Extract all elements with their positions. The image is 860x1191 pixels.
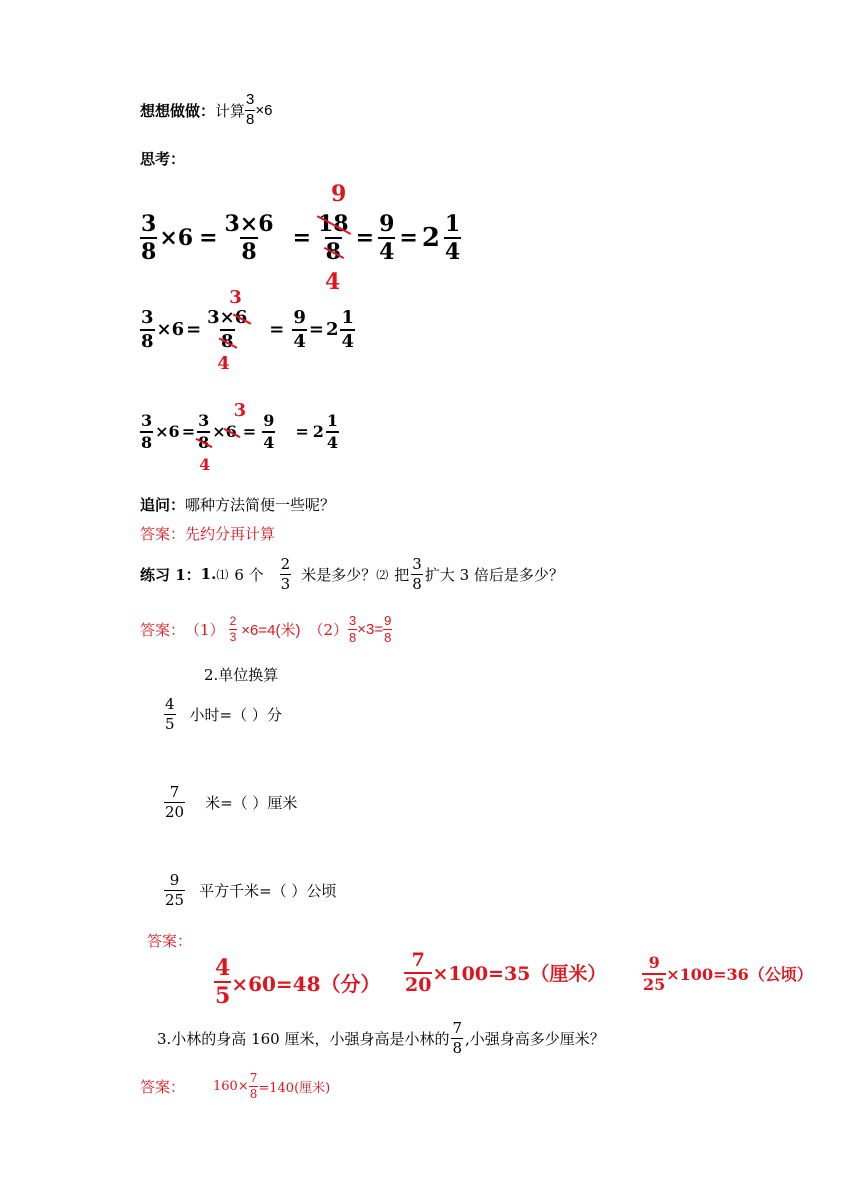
math-text: = [399, 225, 418, 252]
unit-q1 [164, 696, 282, 732]
math-text: ×6 [155, 422, 180, 442]
math-text: 1 [326, 411, 339, 430]
math-text: 3 [229, 287, 242, 308]
math-text: 3 [233, 400, 247, 422]
math-text: ×3= [357, 621, 384, 639]
fraction [317, 181, 350, 296]
fraction [383, 614, 392, 646]
think-do-line [140, 92, 272, 128]
fraction [224, 212, 275, 264]
math-text: 8 [198, 432, 210, 452]
math-text: 3 [141, 307, 154, 328]
math-text: 2 [229, 614, 237, 629]
math-text [225, 400, 247, 442]
math-text: 6 [234, 307, 248, 328]
math-text: 4 [341, 330, 355, 352]
math-text: 哪种方法简便一些呢？ [185, 496, 336, 514]
fraction [340, 308, 355, 352]
math-text: =140(厘米) [258, 1081, 331, 1097]
math-text: 1. [200, 565, 217, 583]
fraction [642, 954, 666, 993]
math-text: 9 [293, 307, 306, 328]
math-text [206, 308, 248, 329]
math-text: 25 [165, 890, 185, 909]
fraction [348, 614, 357, 646]
math-text: = [199, 225, 218, 252]
fraction [292, 308, 307, 352]
fraction [326, 412, 339, 451]
fraction [280, 556, 292, 592]
math-text: 2 [280, 555, 291, 573]
math-text: 把 [394, 565, 410, 584]
math-text: 9 [169, 871, 180, 889]
answer-3-r2 [404, 950, 606, 996]
fraction [444, 212, 461, 264]
math-text [220, 329, 235, 352]
math-text: 答案： [140, 1078, 186, 1097]
math-text: 7 [249, 1071, 258, 1085]
practice-1-line [140, 556, 564, 592]
math-text: 4 [263, 432, 275, 452]
math-text: 8 [325, 239, 341, 266]
fraction [164, 872, 185, 908]
math-text: 小时=（ ）分 [189, 705, 282, 724]
math-text: = [186, 319, 202, 341]
math-text: = [242, 422, 257, 442]
math-text: 4 [444, 239, 461, 266]
math-text: 答案： [140, 621, 186, 640]
think-label: 思考： [140, 150, 186, 168]
math-text: ×6=4(米) [241, 622, 301, 640]
math-text: 8 [452, 1038, 463, 1057]
fraction [378, 212, 395, 264]
math-text: 米=（ ）厘米 [205, 793, 298, 812]
math-text [317, 212, 350, 237]
math-text: 4 [165, 695, 175, 713]
math-text: 7 [452, 1019, 463, 1037]
math-text: = [181, 422, 196, 442]
math-text: ×6 [156, 319, 185, 341]
math-text: 3 [412, 555, 422, 573]
math-text: 4 [379, 239, 395, 266]
math-text: 7 [411, 949, 425, 971]
math-text: 练习 1： [140, 565, 201, 584]
math-text: 4 [199, 454, 211, 474]
fraction [451, 1020, 463, 1056]
unit-q2 [164, 784, 297, 820]
method-1 [140, 181, 461, 296]
math-text: 5 [165, 714, 175, 733]
fraction [404, 950, 432, 996]
math-text: 9 [384, 613, 392, 628]
math-text: 8 [249, 1087, 258, 1102]
math-text: 3.小林的身高 160 厘米，小强身高是小林的 [157, 1029, 450, 1048]
math-text: 4 [326, 432, 339, 452]
math-text: 2 [312, 422, 324, 442]
fraction [214, 956, 231, 1008]
fraction [164, 784, 185, 820]
math-text: 扩大 3 倍后是多少？ [424, 565, 564, 584]
answer-2 [140, 614, 392, 646]
think-do-rest: ×6 [255, 101, 273, 119]
math-text: 9 [648, 953, 660, 972]
fraction [262, 412, 275, 451]
math-text: 8 [141, 330, 154, 352]
fraction [203, 287, 251, 374]
fraction [140, 212, 157, 264]
math-text: ×6 [159, 225, 194, 252]
answer-1: 答案：先约分再计算 [140, 525, 276, 543]
math-text: 20 [165, 802, 185, 821]
math-text: 2 [325, 319, 339, 341]
math-text: 6 [225, 422, 237, 442]
answer-3-r1 [214, 956, 381, 1008]
math-text: 8 [246, 110, 255, 128]
math-text [325, 237, 342, 264]
math-text: = [269, 319, 285, 341]
math-text: 8 [241, 239, 257, 266]
math-text: 米是多少？ [301, 565, 377, 584]
math-text: 8 [220, 330, 234, 352]
math-text: ×60=48（分） [231, 971, 381, 996]
math-text: 3×6 [224, 211, 274, 237]
fraction [197, 411, 211, 474]
math-text: 8 [384, 630, 392, 646]
math-text: 9 [379, 211, 395, 237]
math-text: 9 [263, 411, 275, 430]
math-text: （1） [185, 621, 225, 640]
think-do-fraction [245, 92, 255, 128]
math-text: 8 [141, 432, 153, 452]
math-text: ⑵ [376, 567, 389, 582]
math-text: 2 [421, 223, 440, 254]
math-text: 8 [412, 574, 422, 593]
unit-title: 2.单位换算 [204, 666, 279, 684]
math-text: 1 [341, 307, 355, 328]
math-text: = [295, 422, 309, 442]
reduced-denominator: 4 [325, 269, 341, 296]
math-text: 1 [444, 211, 461, 237]
math-text: ,小强身高多少厘米？ [465, 1029, 605, 1048]
math-text: 3 [280, 574, 291, 593]
math-text: 平方千米=（ ）公顷 [199, 881, 337, 900]
math-text: 160× [213, 1079, 249, 1095]
answer-3-r3 [642, 954, 813, 993]
fraction [164, 696, 176, 732]
math-text: 8 [349, 630, 357, 646]
answer-3-label: 答案： [147, 932, 193, 950]
math-text: 3 [141, 411, 153, 430]
math-text [197, 431, 210, 452]
math-text: = [355, 225, 375, 252]
math-text: 3 [229, 630, 237, 645]
math-text: ⑴ [216, 567, 229, 582]
math-text: 3 [198, 411, 210, 430]
math-text: 4 [215, 955, 231, 981]
math-text: × [212, 422, 226, 442]
math-text: 追问： [140, 496, 186, 514]
think-do-calc: 计算 [215, 101, 246, 120]
math-text: 6 个 [234, 565, 264, 584]
method-2 [140, 287, 355, 374]
math-text: 25 [643, 974, 666, 994]
problem-3 [157, 1020, 605, 1056]
reduced-numerator: 9 [331, 181, 347, 207]
math-text: （2） [308, 621, 348, 640]
math-text: 4 [293, 330, 306, 352]
math-text: 3× [207, 307, 235, 328]
method-3 [140, 400, 339, 474]
think-do-label: 想想做做： [140, 101, 216, 120]
math-text: 4 [217, 352, 230, 374]
math-text: 8 [141, 239, 157, 266]
fraction [249, 1072, 259, 1101]
fraction [411, 556, 423, 592]
unit-q3 [164, 872, 336, 908]
math-text: = [308, 319, 324, 341]
math-text: 3 [246, 91, 255, 108]
math-text: ×100=36（公顷） [666, 965, 813, 985]
math-text: 20 [405, 973, 432, 996]
math-text: ×100=35（厘米） [432, 963, 607, 986]
math-text: 3 [141, 211, 157, 237]
math-text: 5 [215, 983, 231, 1010]
math-text: = [292, 225, 311, 252]
math-text: 3 [349, 613, 357, 628]
fraction [140, 412, 153, 451]
fraction [140, 308, 155, 352]
math-text: 18 [318, 211, 349, 237]
math-text: 7 [169, 783, 180, 801]
follow-up-line [140, 494, 335, 515]
fraction [229, 615, 238, 644]
answer-4 [140, 1072, 330, 1101]
